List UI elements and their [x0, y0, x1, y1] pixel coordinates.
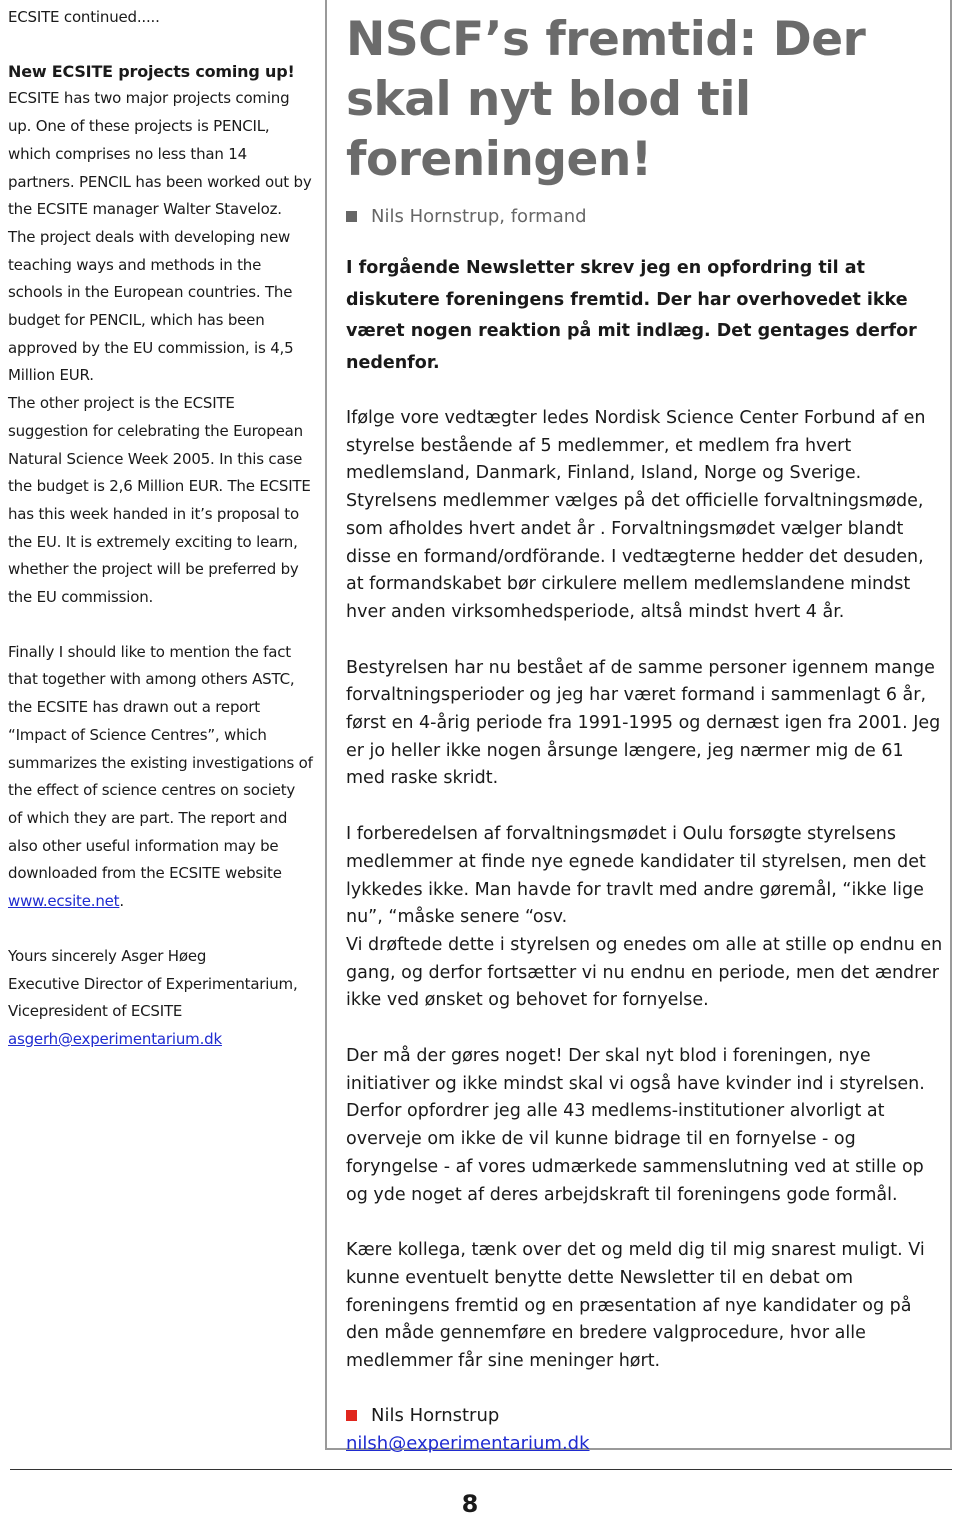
signature-email-line — [346, 1430, 946, 1458]
byline-text: Nils Hornstrup, formand — [371, 206, 587, 227]
ecsite-signature-email-line — [8, 1026, 313, 1054]
signature-email-link[interactable]: nilsh@experimentarium.dk — [346, 1432, 590, 1454]
ecsite-website-link[interactable]: www.ecsite.net — [8, 892, 120, 911]
ecsite-signature-line-2: Executive Director of Experimentarium, — [8, 974, 298, 993]
nscf-article-content — [346, 10, 946, 1458]
article-paragraph-4: Der må der gøres noget! Der skal nyt blod i foreningen, nye initiativer og ikke mindst skal vi også have kvinder ind i styrelsen. Derfor opfordrer jeg alle 43 medlems-institutioner alvorligt at overveje om ikke de vil kunne bidrage til en fornyelse - og foryngelse - af vores udmærkede sammenslutning ved at stille op og yde noget af deres arbejdskraft til foreningens gode formål. — [346, 1046, 925, 1205]
left-column — [8, 4, 313, 1054]
ecsite-paragraph-1: ECSITE has two major projects coming up. One of these projects is PENCIL, which comprises no less than 14 partners. PENCIL has been worked out by the ECSITE manager Walter Staveloz. The project deals with developing new teaching ways and methods in the schools in the European countries. The budget for PENCIL, which has been approved by the EU commission, is 4,5 Million EUR. — [8, 89, 312, 385]
article-paragraph-3a: I forberedelsen af forvaltningsmødet i Oulu forsøgte styrelsens medlemmer at finde nye egnede kandidater til styrelsen, men det lykkedes ikke. Man havde for travlt med andre gøremål, “ikke lige nu”, “måske senere “osv. — [346, 824, 926, 928]
ecsite-signature-line-1: Yours sincerely Asger Høeg — [8, 946, 207, 965]
nscf-article-box — [325, 0, 952, 1454]
ecsite-heading: New ECSITE projects coming up! — [8, 61, 295, 81]
ecsite-period: . — [119, 892, 124, 911]
signature-name-line — [346, 1402, 946, 1430]
article-title: NSCF’s fremtid: Der skal nyt blod til foreningen! — [346, 12, 866, 187]
ecsite-signature-line-3: Vicepresident of ECSITE — [8, 1002, 183, 1021]
bullet-square-icon — [346, 211, 357, 222]
article-intro: I forgående Newsletter skrev jeg en opfordring til at diskutere foreningens fremtid. Der har overhovedet ikke været nogen reaktion på mit indlæg. Det gentages derfor nedenfor. — [346, 258, 917, 373]
article-signature — [346, 1402, 946, 1458]
article-body — [346, 405, 946, 1376]
article-paragraph-5: Kære kollega, tænk over det og meld dig til mig snarest muligt. Vi kunne eventuelt benytte dette Newsletter til en debat om foreningens fremtid og en præsentation af nye kandidater og på den måde gennemføre en bredere valgprocedure, hvor alle medlemmer får sine meninger hørt. — [346, 1240, 925, 1372]
ecsite-email-link[interactable]: asgerh@experimentarium.dk — [8, 1029, 222, 1048]
article-byline — [346, 206, 946, 227]
article-paragraph-2: Bestyrelsen har nu bestået af de samme personer igennem mange forvaltningsperioder og jeg har været formand i sammenlagt 6 år, først en 4-årig periode fra 1991-1995 og dernæst igen fra 2001. Jeg er jo heller ikke nogen årsunge længere, jeg nærmer mig de 61 med raske skridt. — [346, 657, 941, 789]
article-paragraph-1: Ifølge vore vedtægter ledes Nordisk Science Center Forbund af en styrelse bestående af 5 medlemmer, et medlem fra hvert medlemsland, Danmark, Finland, Island, Norge og Sverige. Styrelsens medlemmer vælges på det officielle forvaltningsmøde, som afholdes hvert andet år . Forvaltningsmødet vælger blandt disse en formand/ordförande. I vedtægterne hedder det desuden, at formandskabet bør cirkulere mellem medlemslandene mindst hver anden virksomhedsperiode, altså mindst hvert 4 år. — [346, 408, 926, 622]
footer-divider — [10, 1469, 952, 1470]
ecsite-paragraph-2: The other project is the ECSITE suggestion for celebrating the European Natural Science Week 2005. In this case the budget is 2,6 Million EUR. The ECSITE has this week handed in it’s proposal to the EU. It is extremely exciting to learn, whether the project will be preferred by the EU commission. — [8, 394, 311, 607]
continued-label: ECSITE continued..... — [8, 8, 160, 26]
red-bullet-square-icon — [346, 1410, 357, 1421]
ecsite-paragraph-3 — [8, 639, 313, 916]
article-paragraph-3b: Vi drøftede dette i styrelsen og enedes om alle at stille op endnu en gang, og derfor fortsætter vi nu endnu en periode, men det ændrer ikke ved ønsket og behovet for fornyelse. — [346, 934, 943, 1011]
page-number: 8 — [461, 1490, 479, 1518]
signature-name: Nils Hornstrup — [371, 1404, 500, 1426]
ecsite-paragraph-3-text: Finally I should like to mention the fact that together with among others ASTC, the ECSITE has drawn out a report “Impact of Science Centres”, which summarizes the existing investigations of the effect of science centres on society of which they are part. The report and also other useful information may be downloaded from the ECSITE website — [8, 642, 313, 883]
